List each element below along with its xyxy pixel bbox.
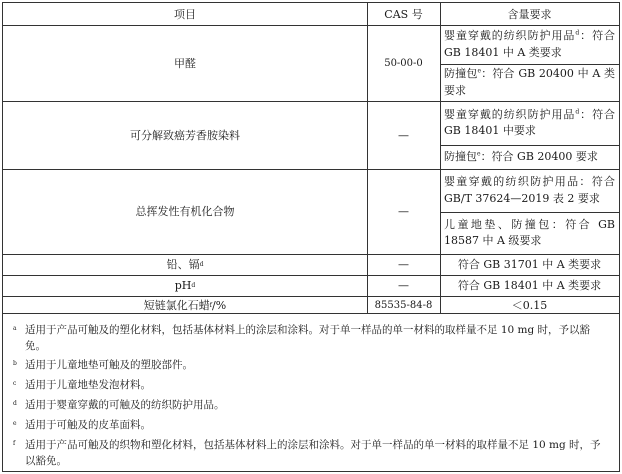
cas-number: 85535-84-8 (374, 300, 433, 311)
item-name: 短链氯化石蜡 f /% (143, 299, 227, 312)
footnote: b 适用于儿童地垫可触及的塑胶部件。 (13, 359, 193, 371)
requirements-table (2, 2, 620, 314)
footnote: e 适用于可触及的皮革面料。 (13, 419, 151, 431)
header-cas: CAS 号 (384, 7, 423, 21)
requirement-text: 符合 GB 31701 中 A 类要求 (457, 258, 602, 271)
requirement-text: ＜0.15 (511, 299, 548, 312)
item-name: 铅、镉 d (166, 258, 204, 271)
footnote: d 适用于婴童穿戴的可触及的纺织防护用品。 (13, 399, 225, 411)
requirement-text: 防撞包$^e$：符合 GB 20400 要求 (444, 149, 598, 163)
header-item: 项目 (174, 7, 196, 21)
footnote: f 适用于产品可触及的织物和塑化材料，包括基体材料上的涂层和涂料。对于单一样品的单一材料的取样量不足 10 mg 时，予以豁免。 (13, 439, 601, 467)
requirement-text: 婴童穿戴的纺织防护用品$^d$：符合 GB 18401 中要求 (444, 107, 616, 137)
cas-number: — (398, 205, 409, 218)
footnote: a 适用于产品可触及的塑化材料，包括基体材料上的涂层和涂料。对于单一样品的单一材料的取样量不足 10 mg 时，予以豁免。 (13, 324, 591, 352)
requirement-text: 防撞包$^e$：符合 GB 20400 中 A 类要求 (444, 67, 615, 97)
requirement-text: 符合 GB 18401 中 A 类要求 (457, 279, 602, 292)
item-name: 可分解致癌芳香胺染料 (130, 128, 240, 142)
requirement-text: 婴童穿戴的纺织防护用品：符合 GB/T 37624—2019 表 2 要求 (444, 175, 615, 205)
item-name: 总挥发性有机化合物 (135, 205, 235, 218)
item-name: 甲醛 (174, 56, 196, 70)
footnotes (2, 314, 620, 472)
standard-table-page (2, 2, 620, 472)
cas-number: — (398, 279, 409, 292)
cas-number: 50-00-0 (384, 57, 423, 69)
item-name: pH d (174, 279, 196, 292)
cas-number: — (398, 258, 409, 271)
requirement-text: 儿童地垫、防撞包：符合 GB 18587 中 A 级要求 (444, 217, 615, 247)
header-requirement: 含量要求 (507, 7, 552, 21)
cas-number: — (398, 128, 409, 142)
requirement-text: 婴童穿戴的纺织防护用品$^d$：符合 GB 18401 中 A 类要求 (444, 29, 616, 59)
footnote: c 适用于儿童地垫发泡材料。 (13, 379, 151, 391)
